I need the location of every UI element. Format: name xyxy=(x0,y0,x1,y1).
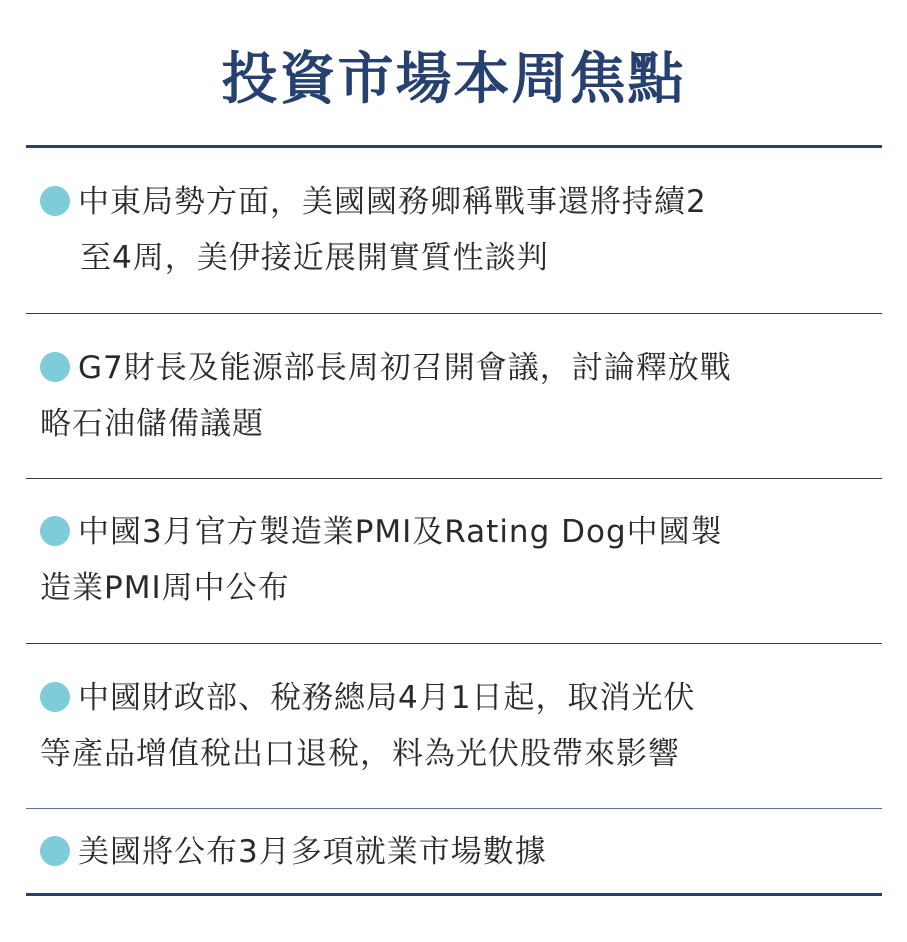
title-divider xyxy=(26,145,882,148)
list-item-text-line2: 等產品增值稅出口退稅，料為光伏股帶來影響 xyxy=(40,736,680,772)
page-title: 投資市場本周焦點 xyxy=(221,47,686,112)
list-item-text-line1: 中東局勢方面，美國國務卿稱戰事還將持續2 xyxy=(78,184,707,220)
list-item-text-line1: 中國財政部、稅務總局4月1日起，取消光伏 xyxy=(78,680,696,716)
list-item xyxy=(40,824,870,880)
bullet-dot-icon xyxy=(40,516,70,546)
bullet-dot-icon xyxy=(40,682,70,712)
list-item-text-line2: 至4周，美伊接近展開實質性談判 xyxy=(80,240,549,276)
list-item xyxy=(40,174,870,286)
item-divider xyxy=(26,643,882,644)
list-item-text-line2: 略石油儲備議題 xyxy=(40,406,264,442)
list-item-text-line1: 中國3月官方製造業PMI及Rating Dog中國製 xyxy=(78,514,723,550)
item-divider xyxy=(26,478,882,479)
list-item-text-line1: G7財長及能源部長周初召開會議，討論釋放戰 xyxy=(78,350,732,386)
item-divider xyxy=(26,313,882,314)
bullet-dot-icon xyxy=(40,836,70,866)
item-divider xyxy=(26,808,882,809)
list-item-text-line1: 美國將公布3月多項就業市場數據 xyxy=(78,834,547,870)
list-item xyxy=(40,340,870,452)
bullet-dot-icon xyxy=(40,352,70,382)
list-item xyxy=(40,670,870,782)
list-item xyxy=(40,504,870,616)
bottom-divider xyxy=(26,893,882,896)
list-item-text-line2: 造業PMI周中公布 xyxy=(40,570,290,606)
bullet-dot-icon xyxy=(40,186,70,216)
